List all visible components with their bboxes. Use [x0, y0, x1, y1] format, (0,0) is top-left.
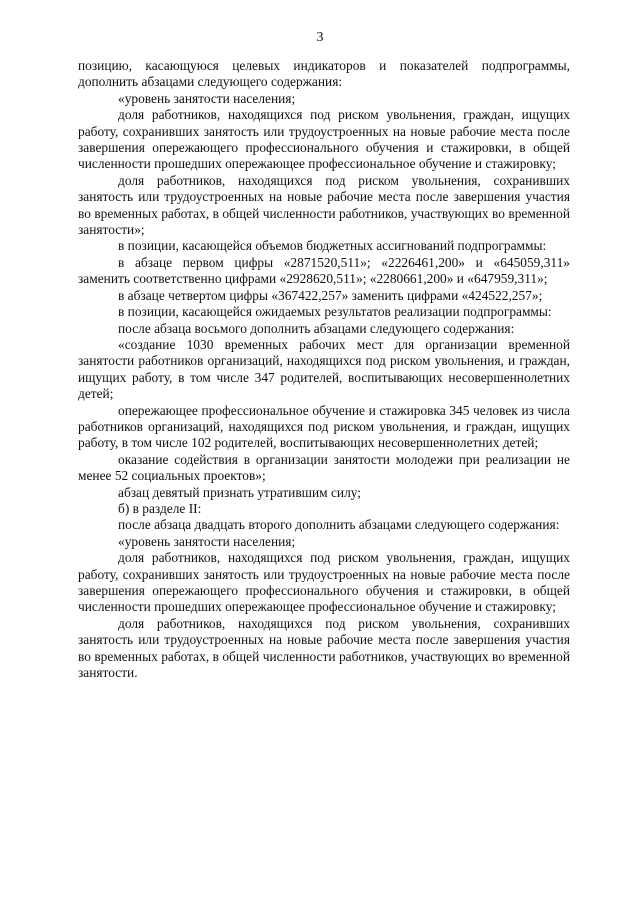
paragraph: доля работников, находящихся под риском увольнения, граждан, ищущих работу, сохранивших занятость или трудоустроенных на новые рабочие места после завершения опережающего профессионального обучения и стажировки, в общей численности прошедших опережающее профессиональное обучение и стажировку; — [78, 107, 570, 172]
paragraph: после абзаца двадцать второго дополнить абзацами следующего содержания: — [118, 517, 560, 533]
paragraph: доля работников, находящихся под риском увольнения, граждан, ищущих работу, сохранивших занятость или трудоустроенных на новые рабочие места после завершения опережающего профессионального обучения и стажировки, в общей численности прошедших опережающее профессиональное обучение и стажировку; — [78, 550, 570, 615]
paragraph: в позиции, касающейся объемов бюджетных ассигнований подпрограммы: — [118, 238, 547, 254]
page-number: 3 — [316, 30, 324, 45]
paragraph: в позиции, касающейся ожидаемых результатов реализации подпрограммы: — [118, 304, 552, 320]
paragraph: доля работников, находящихся под риском увольнения, сохранивших занятость или трудоустроенных на новые рабочие места после завершения участия во временных работах, в общей численности работников, участвующих во временной занятости. — [78, 615, 570, 681]
paragraph: «создание 1030 временных рабочих мест для организации временной занятости работников организаций, находящихся под риском увольнения, и граждан, ищущих работу, в том числе 347 родителей, воспитывающих несовершеннолетних детей; — [78, 336, 570, 402]
paragraph: опережающее профессиональное обучение и стажировка 345 человек из числа работников организаций, находящихся под риском увольнения, и граждан, ищущих работу, в том числе 102 родителей, воспитывающих несовершеннолетних детей; — [78, 402, 570, 451]
paragraph: позицию, касающуюся целевых индикаторов и показателей подпрограммы, дополнить абзацами следующего содержания: — [78, 58, 570, 90]
paragraph: в абзаце первом цифры «2871520,511»; «2226461,200» и «645059,311» заменить соответственно цифрами «2928620,511»; «2280661,200» и «647959,311»; — [78, 254, 570, 287]
paragraph: после абзаца восьмого дополнить абзацами следующего содержания: — [118, 320, 515, 336]
paragraph: доля работников, находящихся под риском увольнения, сохранивших занятость или трудоустроенных на новые рабочие места после завершения участия во временных работах, в общей численности работников, участвующих во временной занятости»; — [78, 172, 570, 238]
document-body — [78, 58, 570, 681]
paragraph: «уровень занятости населения; — [118, 533, 296, 549]
paragraph: оказание содействия в организации занятости молодежи при реализации не менее 52 социальных проектов»; — [78, 451, 570, 484]
paragraph: б) в разделе II: — [118, 500, 202, 516]
paragraph: в абзаце четвертом цифры «367422,257» заменить цифрами «424522,257»; — [118, 287, 543, 303]
paragraph: «уровень занятости населения; — [118, 90, 296, 106]
paragraph: абзац девятый признать утратившим силу; — [118, 484, 361, 500]
